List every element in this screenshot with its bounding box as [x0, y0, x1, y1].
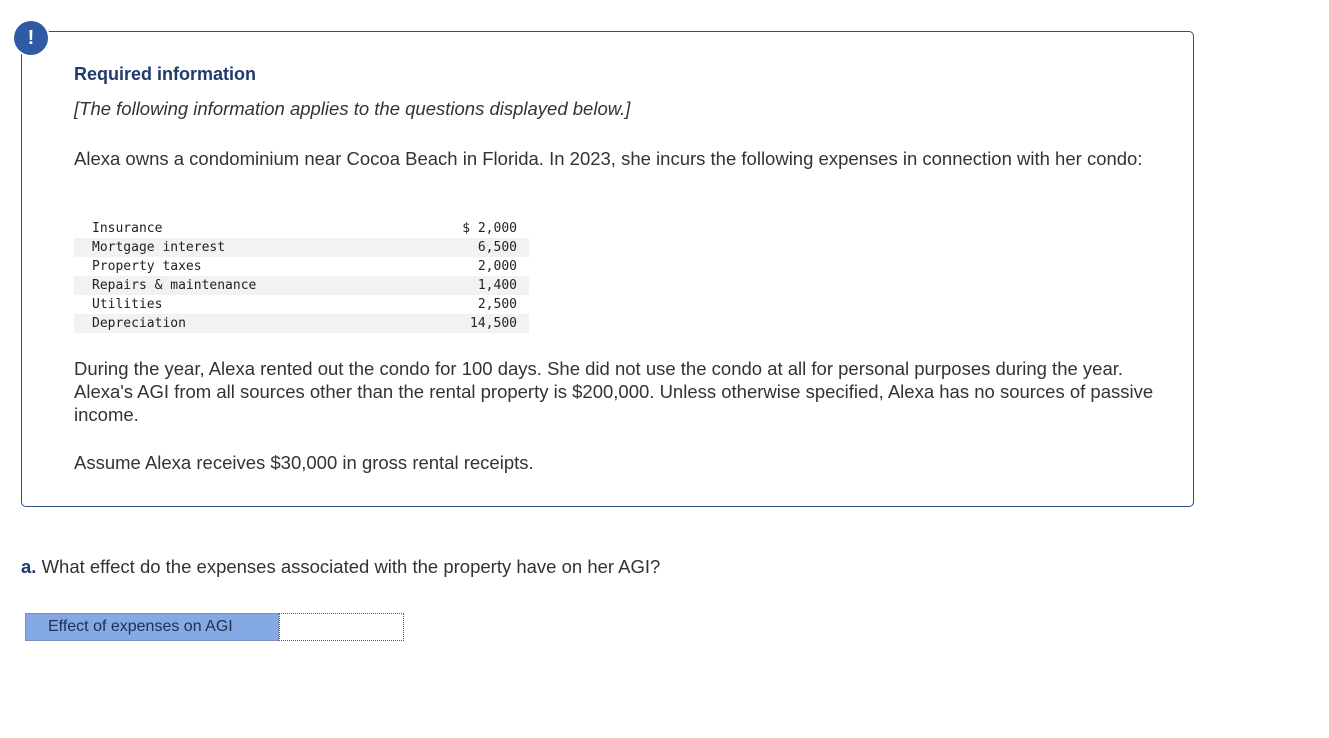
required-information-title: Required information [74, 64, 257, 84]
effect-on-agi-input[interactable] [279, 613, 404, 641]
details-paragraph: During the year, Alexa rented out the condo for 100 days. She did not use the condo at all for personal purposes during the year. Alexa's AGI from all sources other than the rental property is $200,000. Unless otherwise specified, Alexa has no sources of passive income. [74, 358, 1154, 425]
question-letter: a. [21, 556, 37, 577]
intro-paragraph: Alexa owns a condominium near Cocoa Beach in Florida. In 2023, she incurs the following expenses in connection with her condo: [74, 148, 1143, 169]
expense-value: 14,500 [422, 314, 529, 333]
question-text: What effect do the expenses associated with the property have on her AGI? [36, 556, 661, 577]
expense-label: Utilities [92, 297, 163, 312]
info-content [21, 31, 1194, 507]
assumption-paragraph: Assume Alexa receives $30,000 in gross rental receipts. [74, 452, 534, 473]
expense-label: Mortgage interest [74, 238, 422, 257]
exclamation-icon: ! [14, 21, 48, 55]
expense-value: 2,000 [477, 259, 517, 274]
expense-table [74, 219, 529, 333]
table-row [74, 238, 529, 257]
expense-value: 2,500 [477, 297, 517, 312]
expense-label: Property taxes [92, 259, 202, 274]
table-row [74, 295, 529, 314]
expense-label: Repairs & maintenance [74, 276, 422, 295]
info-note: [The following information applies to the questions displayed below.] [74, 98, 631, 119]
answer-row-label: Effect of expenses on AGI [25, 613, 279, 641]
table-row [74, 276, 529, 295]
expense-label: Insurance [92, 221, 163, 236]
table-row [74, 219, 529, 238]
expense-label: Depreciation [74, 314, 422, 333]
expense-value: $ 2,000 [462, 221, 517, 236]
expense-value: 1,400 [422, 276, 529, 295]
question-a [21, 556, 660, 578]
table-row [74, 314, 529, 333]
expense-value: 6,500 [422, 238, 529, 257]
table-row [74, 257, 529, 276]
